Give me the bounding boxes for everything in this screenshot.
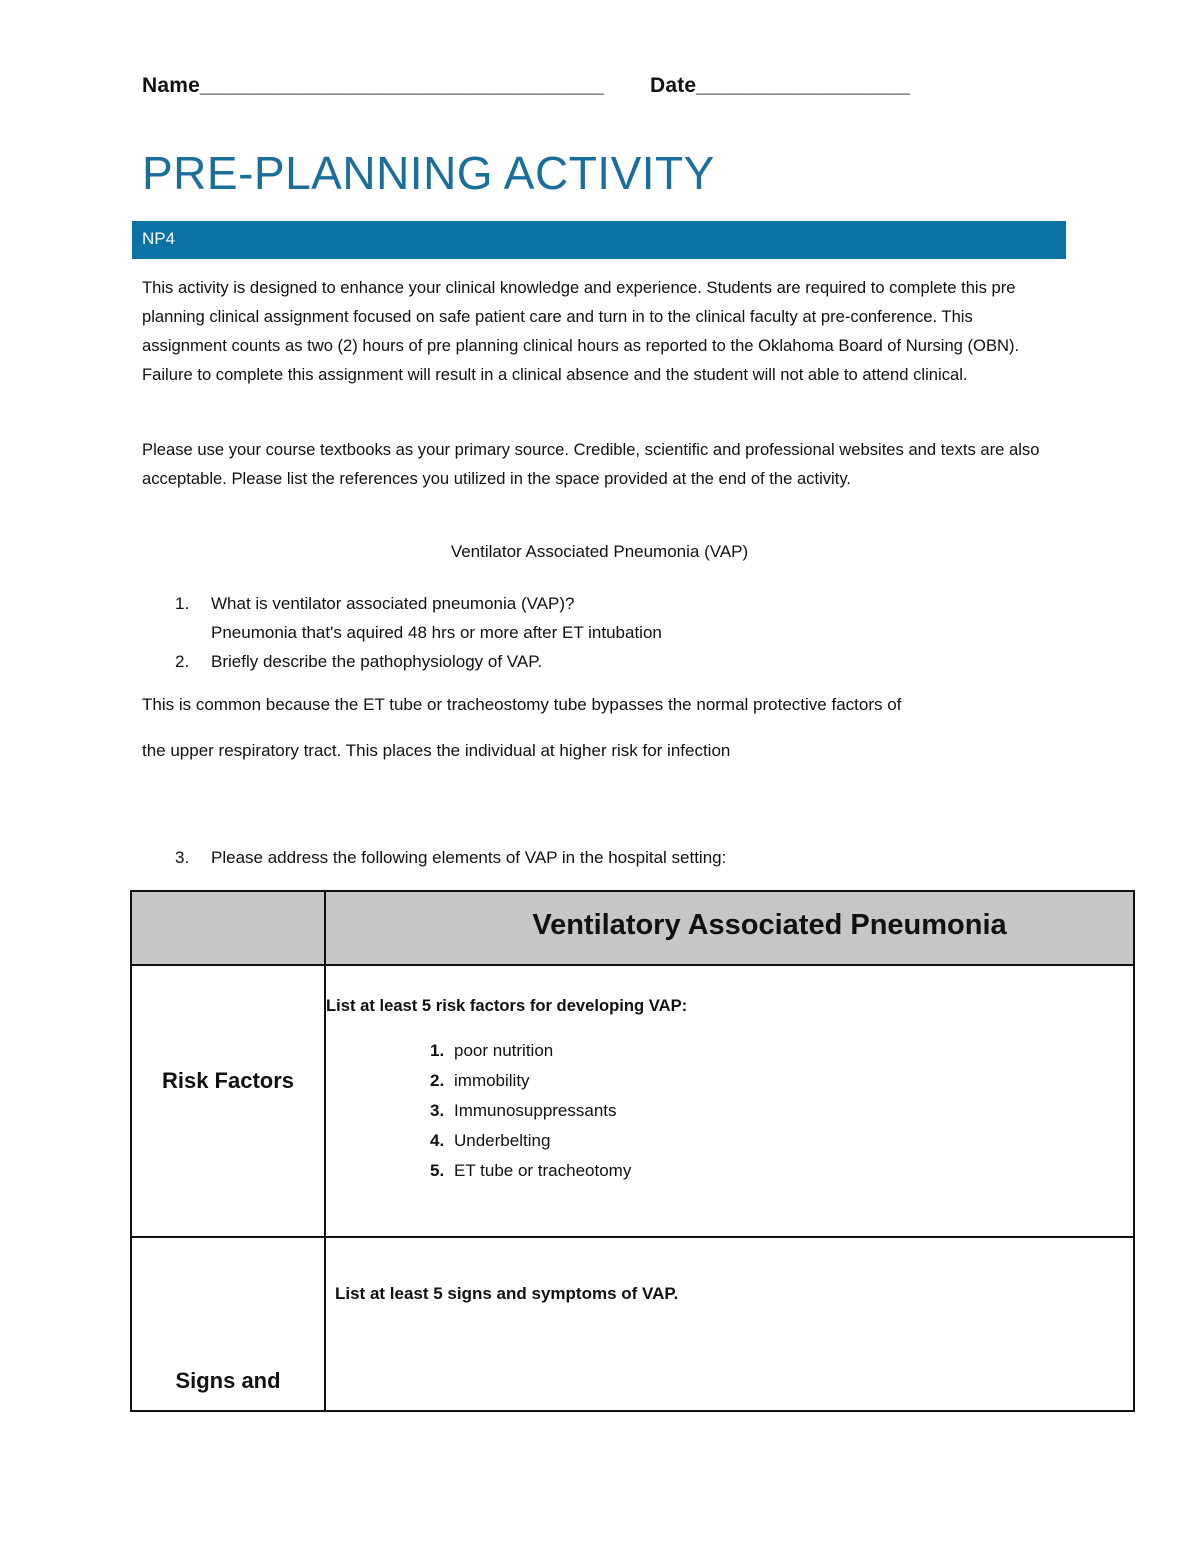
question-number: 1. [175, 594, 190, 613]
question-1 [175, 589, 574, 618]
band-label: NP4 [142, 229, 176, 248]
table-title: Ventilatory Associated Pneumonia [532, 909, 1007, 941]
intro-paragraph: This activity is designed to enhance your clinical knowledge and experience. Students are required to complete this pre planning clinical assignment focused on safe patient care and turn in to the clinical faculty at pre-conference. This assignment counts as two (2) hours of pre planning clinical hours as reported to the Oklahoma Board of Nursing (OBN). Failure to complete this assignment will result in a clinical absence and the student will not able to attend clinical. [142, 278, 1020, 384]
name-field-label[interactable]: Name__________________________________ [142, 74, 604, 97]
risk-factors-prompt: List at least 5 risk factors for developing VAP: [326, 996, 688, 1015]
answer-line-2: the upper respiratory tract. This places the individual at higher risk for infection [142, 741, 731, 760]
signs-label: Signs and [175, 1368, 281, 1393]
name-date-line [142, 74, 910, 98]
risk-factors-list [326, 1036, 1133, 1186]
risk-factors-label: Risk Factors [161, 1068, 295, 1093]
table-row [131, 965, 1134, 1237]
section-title: Ventilator Associated Pneumonia (VAP) [450, 542, 749, 561]
question-3 [175, 843, 726, 872]
page-title: PRE-PLANNING ACTIVITY [142, 147, 715, 199]
sources-paragraph: Please use your course textbooks as your primary source. Credible, scientific and professional websites and texts are also acceptable. Please list the references you utilized in the space provided at the end of the activity. [142, 440, 1040, 488]
question-2 [175, 647, 542, 676]
question-number: 2. [175, 652, 190, 671]
risk-factors-label-cell [131, 965, 325, 1237]
list-item: 1. poor nutrition [430, 1041, 554, 1060]
signs-content-cell[interactable] [325, 1237, 1134, 1411]
risk-factors-content-cell[interactable] [325, 965, 1134, 1237]
section-band [132, 221, 1066, 259]
signs-label-cell [131, 1237, 325, 1411]
signs-prompt: List at least 5 signs and symptoms of VAP. [335, 1284, 679, 1303]
question-1-answer: Pneumonia that's aquired 48 hrs or more after ET intubation [211, 623, 662, 642]
list-item: 3. Immunosuppressants [430, 1101, 617, 1120]
list-item: 4. Underbelting [430, 1131, 551, 1150]
question-number: 3. [175, 848, 190, 867]
question-text: What is ventilator associated pneumonia (VAP)? [211, 594, 575, 613]
vap-table [130, 890, 1135, 1412]
question-text: Briefly describe the pathophysiology of VAP. [211, 652, 543, 671]
header-empty-cell [131, 891, 325, 965]
list-item: 5. ET tube or tracheotomy [430, 1161, 632, 1180]
date-field-label[interactable]: Date__________________ [649, 74, 911, 97]
table-header-row [131, 891, 1134, 965]
answer-line-1: This is common because the ET tube or tracheostomy tube bypasses the normal protective factors of [142, 695, 902, 714]
question-text: Please address the following elements of VAP in the hospital setting: [211, 848, 727, 867]
header-cell [325, 891, 1134, 965]
table-row [131, 1237, 1134, 1411]
list-item: 2. immobility [430, 1071, 530, 1090]
